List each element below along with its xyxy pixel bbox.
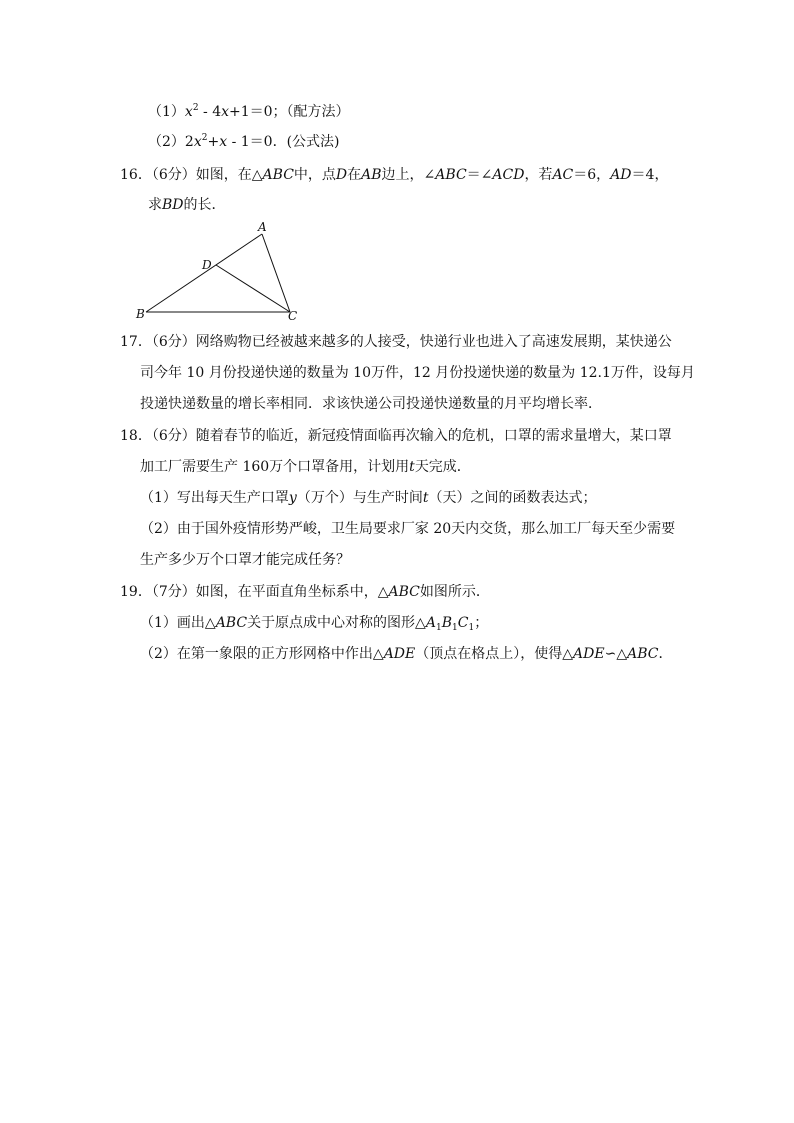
q19-item-2: （2）在第一象限的正方形网格中作出△ADE（顶点在格点上），使得△ADE∽△ABC． — [140, 646, 673, 662]
q18-line-2: 加工厂需要生产 160万个口罩备用，计划用t天完成． — [140, 459, 471, 475]
q18-item-1: （1）写出每天生产口罩y（万个）与生产时间t（天）之间的函数表达式； — [140, 490, 597, 506]
q16-line-2: 求BD的长． — [148, 197, 226, 213]
q17-line-3: 投递快递数量的增长率相同．求该快递公司投递快递数量的月平均增长率． — [140, 396, 602, 412]
q17-line-2: 司今年 10 月份投递快递的数量为 10万件，12 月份投递快递的数量为 12.1万件，设每月 — [140, 365, 695, 381]
label-C: C — [288, 309, 298, 323]
segment-BA — [146, 234, 262, 312]
q18-item-2-line-2: 生产多少万个口罩才能完成任务？ — [140, 552, 350, 568]
q15-item-1: $(1)x^2 - 4x+1=0$；（配方法） — [148, 103, 350, 120]
q19-item-1: （1）画出△ABC关于原点成中心对称的图形$\triangle A_1B_1C_1$； — [140, 615, 489, 633]
label-A: A — [258, 220, 267, 234]
label-D: D — [202, 258, 212, 272]
segment-DC — [216, 265, 290, 312]
q18-line-1: 18．（6分）随着春节的临近，新冠疫情面临再次输入的危机，口罩的需求量增大，某口罩 — [120, 428, 672, 444]
triangle-figure — [134, 218, 304, 326]
q18-item-2-line-1: （2）由于国外疫情形势严峻，卫生局要求厂家 20天内交货，那么加工厂每天至少需要 — [140, 521, 676, 537]
q19-line-1: 19．（7分）如图，在平面直角坐标系中，△ABC如图所示． — [120, 584, 490, 600]
label-B: B — [136, 307, 145, 321]
q16-line-1: 16．（6分）如图，在△ABC中，点D在AB边上，∠ABC＝∠ACD，若AC＝6，AD＝4， — [120, 167, 669, 183]
segment-AC — [262, 234, 290, 312]
q15-item-2: $(2)2x^2+x - 1=0$．(公式法) — [148, 133, 340, 150]
q17-line-1: 17．（6分）网络购物已经被越来越多的人接受，快递行业也进入了高速发展期，某快递公 — [120, 334, 672, 350]
